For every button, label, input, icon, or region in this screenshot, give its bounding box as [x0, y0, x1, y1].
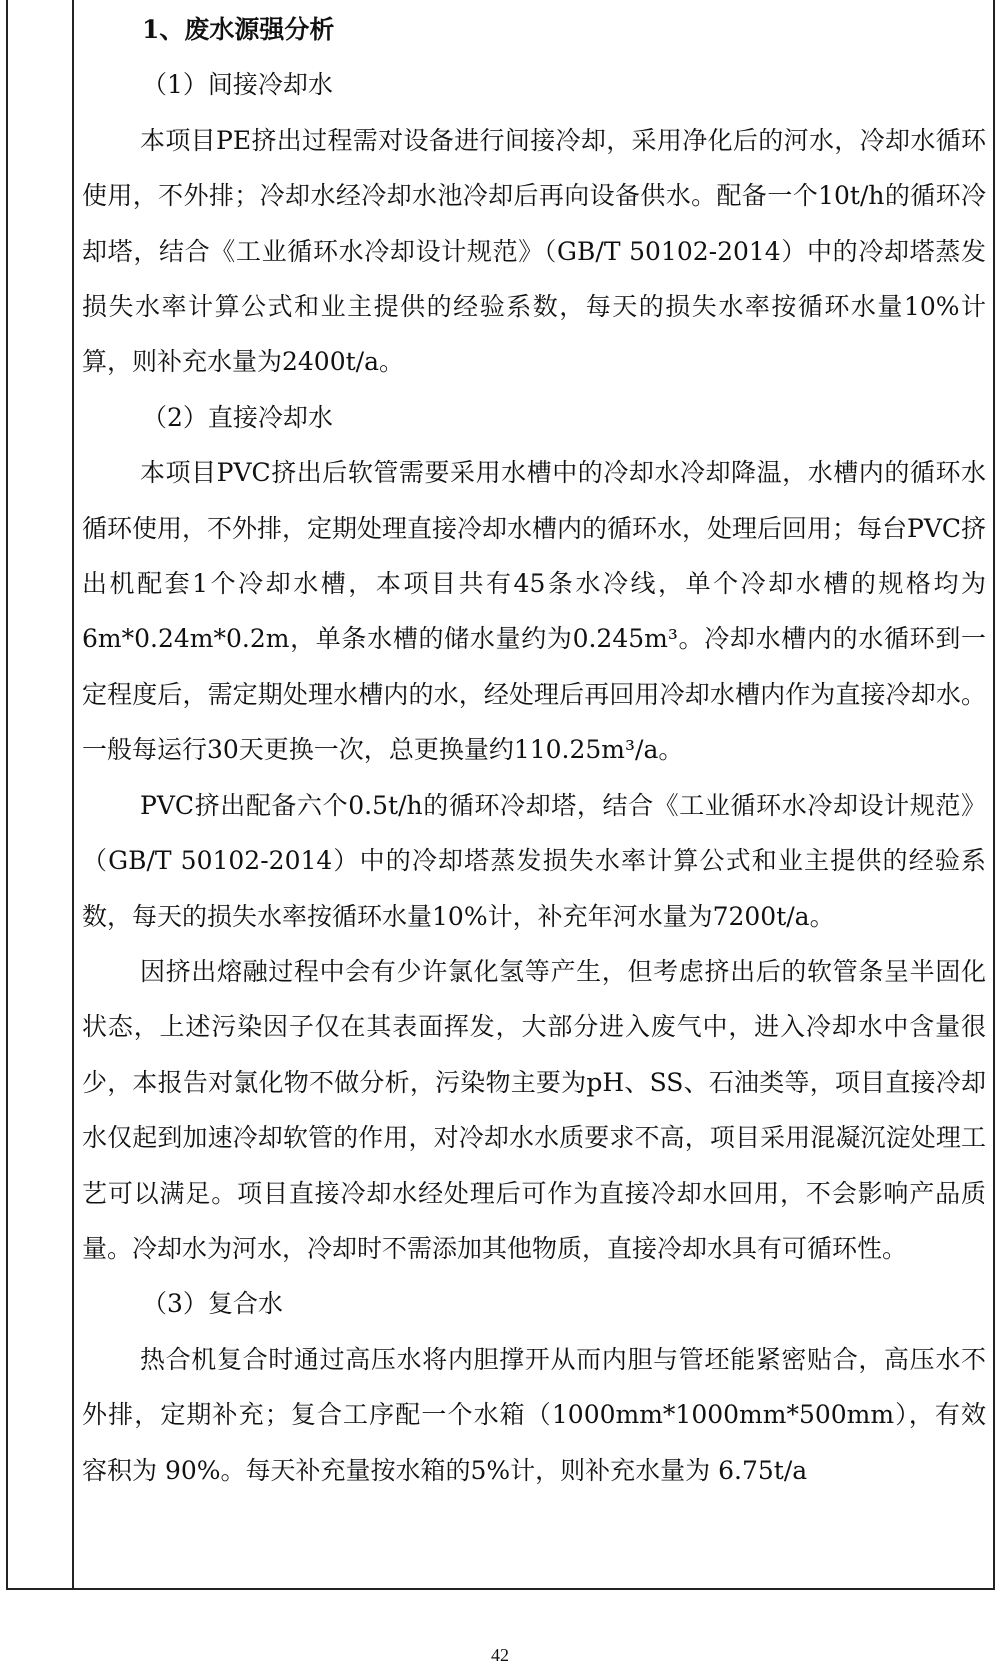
paragraph-direct-cooling-1: 本项目PVC挤出后软管需要采用水槽中的冷却水冷却降温，水槽内的循环水循环使用，不外排，定期处理直接冷却水槽内的循环水，处理后回用；每台PVC挤出机配套1个冷却水槽，本项目共有45条水冷线，单个冷却水槽的规格均为6m*0.24m*0.2m，单条水槽的储水量约为0.245m³。冷却水槽内的水循环到一定程度后，需定期处理水槽内的水，经处理后再回用冷却水槽内作为直接冷却水。一般每运行30天更换一次，总更换量约110.25m³/a。	[82, 458, 987, 765]
subsection-title-indirect-cooling: （1）间接冷却水	[142, 70, 333, 100]
table-border-left	[6, 0, 8, 1590]
paragraph-indirect-cooling: 本项目PE挤出过程需对设备进行间接冷却，采用净化后的河水，冷却水循环使用，不外排；冷却水经冷却水池冷却后再向设备供水。配备一个10t/h的循环冷却塔，结合《工业循环水冷却设计规范》（GB/T 50102-2014）中的冷却塔蒸发损失水率计算公式和业主提供的经验系数，每天的损失水率按循环水量10%计算，则补充水量为2400t/a。	[82, 125, 986, 377]
section-heading: 1、废水源强分析	[142, 15, 335, 44]
paragraph-direct-cooling-3: 因挤出熔融过程中会有少许氯化氢等产生，但考虑挤出后的软管条呈半固化状态，上述污染因子仅在其表面挥发，大部分进入废气中，进入冷却水中含量很少，本报告对氯化物不做分析，污染物主要为pH、SS、石油类等，项目直接冷却水仅起到加速冷却软管的作用，对冷却水水质要求不高，项目采用混凝沉淀处理工艺可以满足。项目直接冷却水经处理后可作为直接冷却水回用，不会影响产品质量。冷却水为河水，冷却时不需添加其他物质，直接冷却水具有可循环性。	[82, 956, 986, 1263]
table-column-divider	[72, 0, 74, 1590]
subsection-title-composite-water: （3）复合水	[142, 1289, 283, 1319]
paragraph-direct-cooling-2: PVC挤出配备六个0.5t/h的循环冷却塔，结合《工业循环水冷却设计规范》（GB/T 50102-2014）中的冷却塔蒸发损失水率计算公式和业主提供的经验系数，每天的损失水率按循环水量10%计，补充年河水量为7200t/a。	[82, 790, 986, 931]
document-body	[82, 2, 986, 1498]
subsection-title-direct-cooling: （2）直接冷却水	[142, 402, 333, 432]
paragraph-composite-water: 热合机复合时通过高压水将内胆撑开从而内胆与管坯能紧密贴合，高压水不外排，定期补充；复合工序配一个水箱（1000mm*1000mm*500mm），有效容积为 90%。每天补充量按水箱的5%计，则补充水量为 6.75t/a	[82, 1344, 986, 1485]
table-border-bottom	[6, 1588, 995, 1590]
page-number: 42	[491, 1645, 509, 1665]
table-border-right	[993, 0, 995, 1590]
